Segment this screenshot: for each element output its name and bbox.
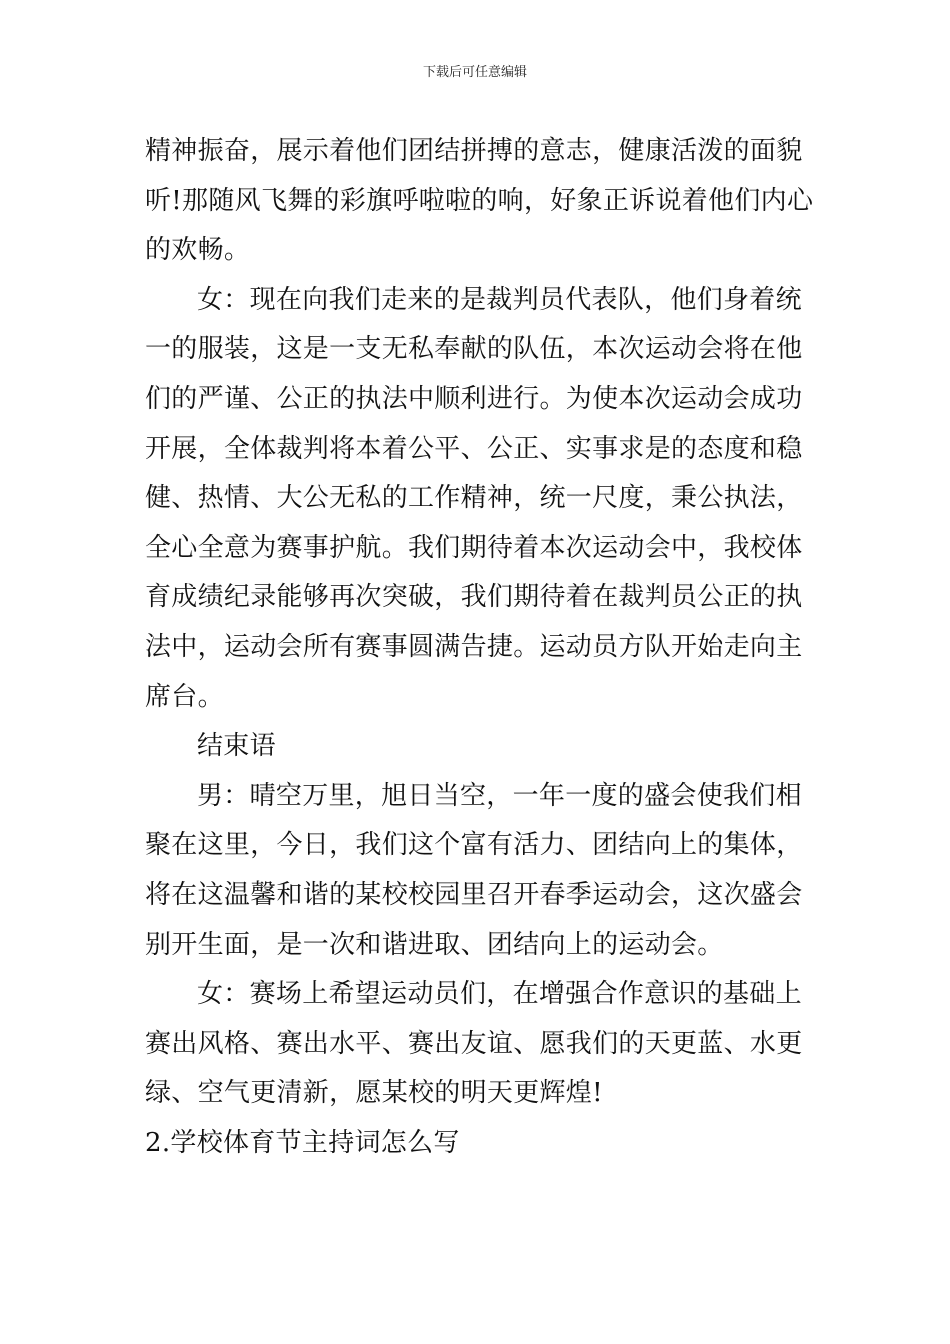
text-line: 的欢畅。 [145, 235, 251, 266]
text-line: 精神振奋，展示着他们团结拼搏的意志，健康活泼的面貌 [145, 136, 803, 166]
text-line: 开展，全体裁判将本着公平、公正、实事求是的态度和稳 [145, 433, 803, 464]
page-header: 下载后可任意编辑 [422, 65, 527, 80]
text-line: 女：赛场上希望运动员们，在增强合作意识的基础上 [197, 979, 802, 1010]
text-line: 赛出风格、赛出水平、赛出友谊、愿我们的天更蓝、水更 [145, 1028, 803, 1059]
text-line: 全心全意为赛事护航。我们期待着本次运动会中，我校体 [145, 532, 803, 563]
text-line: 将在这温馨和谐的某校校园里召开春季运动会，这次盛会 [145, 879, 803, 910]
text-line: 席台。 [145, 681, 224, 712]
text-line: 法中，运动会所有赛事圆满告捷。运动员方队开始走向主 [145, 631, 803, 662]
text-line: 一的服装，这是一支无私奉献的队伍，本次运动会将在他 [145, 334, 803, 365]
section-heading: 结束语 [197, 731, 276, 762]
text-line: 绿、空气更清新，愿某校的明天更辉煌! [145, 1078, 603, 1109]
text-line: 育成绩纪录能够再次突破，我们期待着在裁判员公正的执 [145, 582, 803, 613]
text-line: 男：晴空万里，旭日当空，一年一度的盛会使我们相 [197, 780, 802, 811]
document-body [145, 127, 814, 1168]
text-line: 别开生面，是一次和谐进取、团结向上的运动会。 [145, 929, 724, 960]
section-heading: 2.学校体育节主持词怎么写 [145, 1127, 460, 1158]
text-line: 聚在这里，今日，我们这个富有活力、团结向上的集体， [145, 830, 803, 861]
text-line: 健、热情、大公无私的工作精神，统一尺度，秉公执法， [145, 483, 803, 514]
text-line: 女：现在向我们走来的是裁判员代表队，他们身着统 [197, 284, 802, 315]
text-line: 们的严谨、公正的执法中顺利进行。为使本次运动会成功 [145, 383, 803, 414]
text-line: 听!那随风飞舞的彩旗呼啦啦的响，好象正诉说着他们内心 [145, 185, 814, 216]
